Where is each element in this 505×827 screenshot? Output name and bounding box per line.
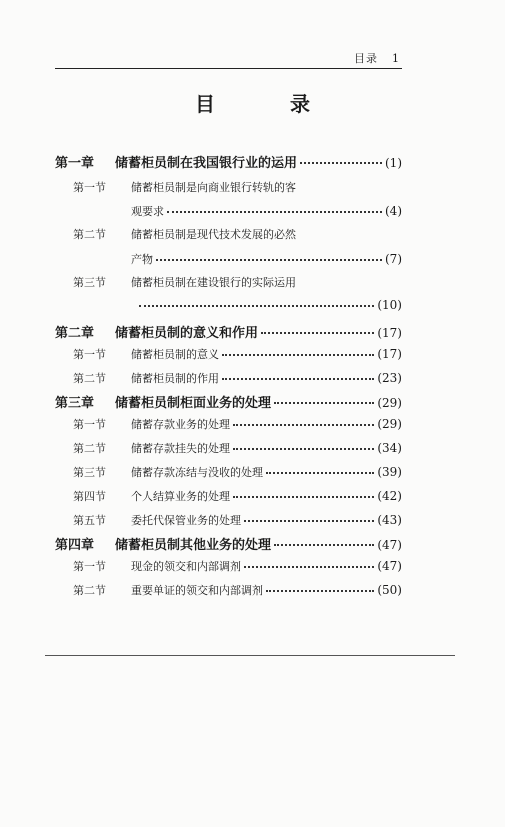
- dot-leader: [266, 464, 374, 474]
- page-reference: (39): [377, 465, 402, 479]
- section-number: 第三节: [73, 276, 106, 289]
- section-title-continued: 观要求: [131, 205, 164, 218]
- page-reference: (17): [377, 326, 402, 340]
- section-number: 第二节: [73, 372, 106, 385]
- dot-leader: [274, 393, 374, 404]
- toc-section-1-3-cont: [136, 298, 402, 312]
- footer-rule: [45, 655, 455, 656]
- running-head-label: 目录: [354, 52, 378, 65]
- dot-leader: [222, 370, 374, 380]
- chapter-title: 储蓄柜员制其他业务的处理: [115, 538, 272, 553]
- toc-section-2-2: [73, 370, 402, 386]
- toc-section-1-1: [73, 179, 358, 195]
- dot-leader: [244, 512, 374, 522]
- section-title: 储蓄柜员制是向商业银行转轨的客: [131, 181, 296, 194]
- page-reference: (17): [377, 347, 402, 361]
- toc-chapter-2: [55, 322, 402, 341]
- section-number: 第二节: [73, 442, 106, 455]
- dot-leader: [233, 416, 374, 426]
- section-number: 第二节: [73, 228, 106, 241]
- section-title: 储蓄柜员制是现代技术发展的必然: [131, 228, 296, 241]
- section-number: 第一节: [73, 560, 106, 573]
- page-reference: (34): [377, 441, 402, 455]
- toc-section-4-1: [73, 558, 402, 574]
- toc-section-3-1: [73, 416, 402, 432]
- page-reference: (50): [377, 583, 402, 597]
- section-title: 储蓄存款挂失的处理: [131, 442, 230, 455]
- chapter-title: 储蓄柜员制的意义和作用: [115, 326, 259, 341]
- dot-leader: [233, 488, 374, 498]
- dot-leader: [156, 251, 382, 261]
- chapter-number: 第四章: [55, 538, 95, 553]
- page-number: 1: [392, 52, 400, 65]
- section-number: 第三节: [73, 466, 106, 479]
- page-reference: (43): [377, 513, 402, 527]
- dot-leader: [222, 346, 374, 356]
- section-title: 个人结算业务的处理: [131, 490, 230, 503]
- dot-leader: [261, 323, 374, 334]
- dot-leader: [244, 558, 374, 568]
- toc-section-1-2-cont: [131, 251, 402, 267]
- section-title: 现金的领交和内部调剂: [131, 560, 241, 573]
- section-title: 储蓄存款冻结与没收的处理: [131, 466, 263, 479]
- dot-leader: [300, 153, 382, 164]
- section-title: 储蓄柜员制的意义: [131, 348, 219, 361]
- page-reference: (29): [377, 417, 402, 431]
- page-reference: (4): [385, 204, 402, 218]
- section-title: 储蓄柜员制在建设银行的实际运用: [131, 276, 296, 289]
- chapter-number: 第一章: [55, 156, 95, 171]
- page-reference: (1): [385, 156, 402, 170]
- toc-section-1-3: [73, 274, 373, 290]
- toc-chapter-4: [55, 534, 402, 553]
- section-number: 第五节: [73, 514, 106, 527]
- toc-section-3-3: [73, 464, 402, 480]
- toc-section-4-2: [73, 582, 402, 598]
- dot-leader: [274, 535, 374, 546]
- section-title: 储蓄存款业务的处理: [131, 418, 230, 431]
- dot-leader: [233, 440, 374, 450]
- section-title: 重要单证的领交和内部调剂: [131, 584, 263, 597]
- section-title-continued: 产物: [131, 253, 153, 266]
- chapter-title: 储蓄柜员制柜面业务的处理: [115, 396, 272, 411]
- toc-section-3-2: [73, 440, 402, 456]
- section-number: 第二节: [73, 584, 106, 597]
- page-title: 目 录: [195, 92, 344, 116]
- page-reference: (47): [377, 538, 402, 552]
- dot-leader: [266, 582, 374, 592]
- page-reference: (10): [377, 298, 402, 312]
- toc-section-1-2: [73, 226, 358, 242]
- chapter-number: 第二章: [55, 326, 95, 341]
- section-title: 委托代保管业务的处理: [131, 514, 241, 527]
- toc-section-3-5: [73, 512, 402, 528]
- section-title: 储蓄柜员制的作用: [131, 372, 219, 385]
- toc-chapter-3: [55, 392, 402, 411]
- dot-leader: [167, 203, 382, 213]
- toc-section-3-4: [73, 488, 402, 504]
- page-reference: (42): [377, 489, 402, 503]
- section-number: 第四节: [73, 490, 106, 503]
- toc-section-1-1-cont: [131, 203, 402, 219]
- chapter-title: 储蓄柜员制在我国银行业的运用: [115, 156, 298, 171]
- toc-section-2-1: [73, 346, 402, 362]
- toc-chapter-1: [55, 152, 402, 171]
- section-number: 第一节: [73, 181, 106, 194]
- chapter-number: 第三章: [55, 396, 95, 411]
- section-number: 第一节: [73, 418, 106, 431]
- page-reference: (47): [377, 559, 402, 573]
- section-number: 第一节: [73, 348, 106, 361]
- page-reference: (29): [377, 396, 402, 410]
- page-reference: (23): [377, 371, 402, 385]
- page-reference: (7): [385, 252, 402, 266]
- dot-leader: [139, 297, 374, 307]
